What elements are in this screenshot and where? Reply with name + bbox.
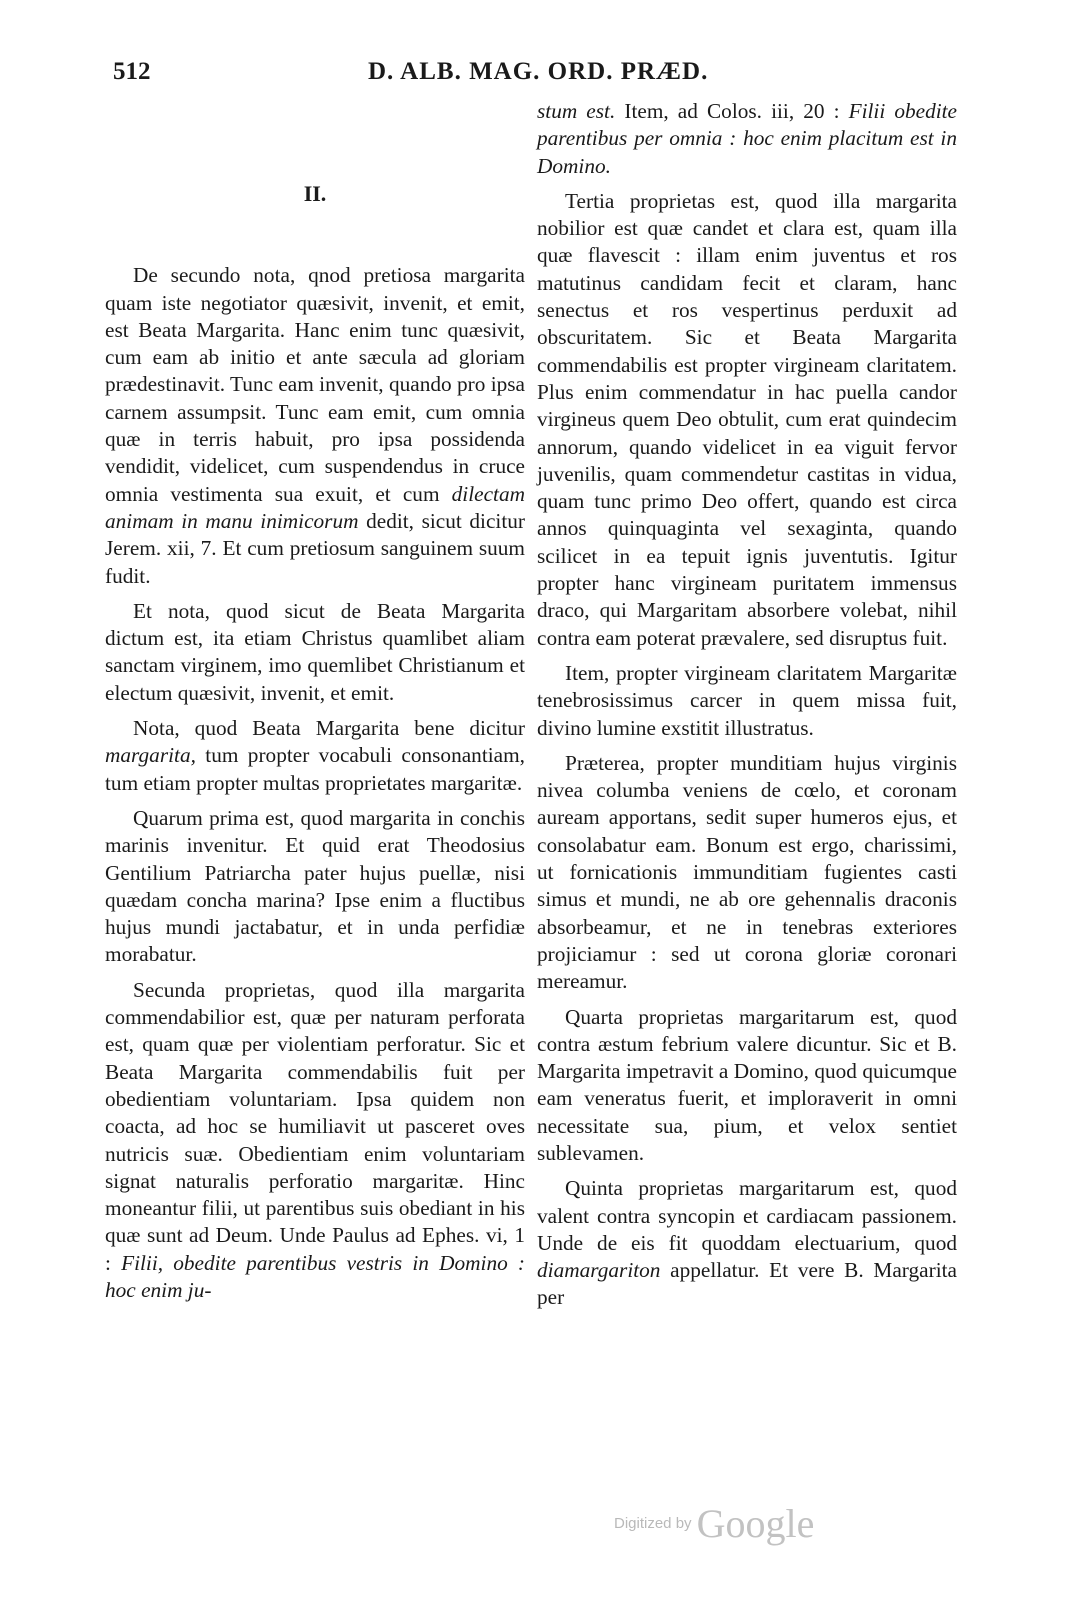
paragraph: Quarum prima est, quod margarita in conchis marinis invenitur. Et quid erat Theodosius Gentilium Patriarcha pater hujus puellæ, nisi quædam concha marina? Ipse enim a fluctibus hujus mundi jactabatur, et in unda perfidiæ morabatur. xyxy=(105,805,525,967)
right-column xyxy=(537,98,957,1312)
italic-quote: Filii, obedite parentibus vestris in Domino : hoc enim ju- xyxy=(105,1250,525,1302)
left-column xyxy=(105,98,525,1304)
italic-quote: Filii obedite parentibus per omnia : hoc enim placitum est in Domino. xyxy=(537,99,958,178)
running-head: D. ALB. MAG. ORD. PRÆD. xyxy=(368,58,709,85)
paragraph-text: appellatur. Et vere B. Margarita per xyxy=(537,1258,957,1310)
google-logo: Google xyxy=(696,1501,815,1546)
page-number: 512 xyxy=(113,58,151,85)
italic-term: diamargariton xyxy=(537,1258,661,1283)
paragraph: Item, propter virgineam claritatem Margaritæ tenebrosissimus carcer in quem missa fuit, divino lumine exstitit illustratus. xyxy=(537,660,957,740)
page-header xyxy=(0,58,1066,98)
paragraph xyxy=(105,262,525,590)
paragraph-text: dedit, sicut dicitur Jerem. xii, 7. Et cum pretiosum sanguinem suum fudit. xyxy=(105,508,526,588)
paragraph-text: Quinta proprietas margaritarum est, quod valent contra syncopin et cardiacam passionem. Unde de eis fit quoddam electuarium, quod xyxy=(537,1176,957,1255)
paragraph-text: De secundo nota, qnod pretiosa margarita quam iste negotiator quæsivit, invenit, et emit, est Beata Margarita. Hanc enim tunc quæsivit, cum eam ab initio et ante sæcula ad gloriam prædestinavit. Tunc eam invenit, quando pro ipsa carnem assumpsit. Tunc eam emit, cum omnia quæ in terris habuit, pro ipsa possidenda vendidit, videlicet, cum suspendendus in cruce omnia vestimenta sua exuit, et cum xyxy=(105,263,525,506)
section-heading: II. xyxy=(303,181,327,206)
paragraph-text: Nota, quod Beata Margarita bene dicitur xyxy=(133,716,525,741)
digitization-watermark xyxy=(614,1500,814,1547)
paragraph: Et nota, quod sicut de Beata Margarita dictum est, ita etiam Christus quamlibet aliam sanctam virginem, imo quemlibet Christianum et electum quæsivit, invenit, et emit. xyxy=(105,598,525,705)
italic-term: margarita, xyxy=(105,743,196,768)
paragraph xyxy=(105,977,525,1305)
paragraph xyxy=(105,715,525,797)
paragraph: Præterea, propter munditiam hujus virginis nivea columba veniens de cœlo, et coronam auream apportans, sedit super humeros ejus, et consolabatur eam. Bonum est ergo, charissimi, ut fornicationis immunditiam fugientes casti simus et mundi, ne ab ore gehennalis draconis absorbeamur, et ne in tenebras exteriores projiciamur : sed ut corona gloriæ coronari mereamur. xyxy=(537,750,957,994)
paragraph: Tertia proprietas est, quod illa margarita nobilior est quæ candet et clara est, quam illa quæ flavescit : illam enim juventus et ros matutinus candidam fecit et claram, hanc senectus et ros vespertinus perduxit ad obscuritatem. Sic et Beata Margarita commendabilis est propter virgineam claritatem. Plus enim commendatur in hac puella candor virgineus quem Deo obtulit, cum erat quindecim annorum, quando videlicet in ea viguit fervor juvenilis, quam commendetur castitas in vidua, quam tunc primo Deo offert, quando est circa annos quinquaginta vel sexaginta, quando scilicet in ea tepuit ignis juventutis. Igitur propter hanc virgineam puritatem immensus draco, qui Margaritam absorbere volebat, nihil contra eam poterat prævalere, sed disruptus fuit. xyxy=(537,188,957,650)
paragraph-text: tum propter vocabuli consonantiam, tum etiam propter multas proprietates margaritæ. xyxy=(105,743,525,795)
italic-quote: stum est. xyxy=(537,99,616,123)
paragraph: Quarta proprietas margaritarum est, quod contra æstum febrium valere dicuntur. Sic et B. Margarita impetravit a Domino, quod quicumque eam veneratus fuerit, et imploraverit in omni necessitate sua, pium, et velox sentiet sublevamen. xyxy=(537,1004,957,1165)
paragraph-continued xyxy=(537,98,957,180)
italic-quote: dilectam animam in manu inimicorum xyxy=(105,481,525,533)
paragraph xyxy=(537,1175,957,1311)
digitized-by-label: Digitized by xyxy=(614,1515,692,1532)
paragraph-text: Secunda proprietas, quod illa margarita commendabilior est, quæ per naturam perforata est, quam quæ per violentiam perforatur. Sic et Beata Margarita commendabilis fuit per obedientiam voluntariam. Ipsa quidem non coacta, ad hoc se humiliavit ut pasceret oves nutricis suæ. Obedientiam enim voluntariam signat naturalis perforatio margaritæ. Hinc moneantur filii, ut parentibus suis obediant in his quæ sunt ad Deum. Unde Paulus ad Ephes. vi, 1 : xyxy=(105,977,525,1275)
paragraph-text: Item, ad Colos. iii, 20 : xyxy=(615,99,849,123)
